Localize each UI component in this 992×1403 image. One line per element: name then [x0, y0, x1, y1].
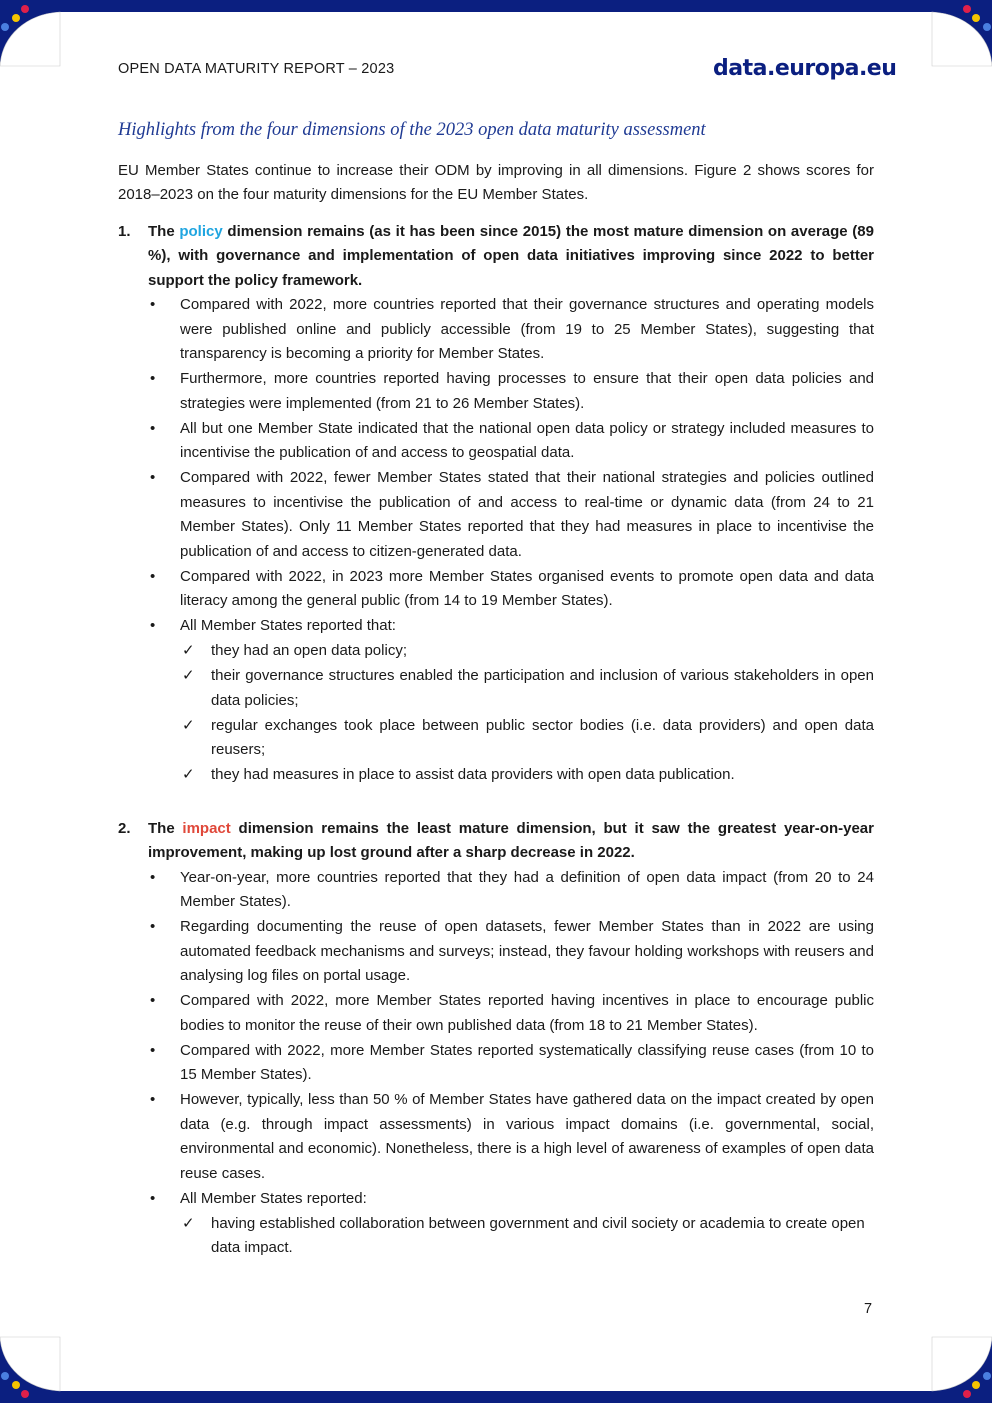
item-title	[148, 817, 874, 866]
list-item	[148, 915, 874, 989]
check-item	[180, 639, 874, 664]
check-text: they had an open data policy;	[211, 642, 407, 659]
checklist	[148, 1212, 874, 1262]
report-header: OPEN DATA MATURITY REPORT – 2023	[118, 61, 395, 77]
checklist	[148, 639, 874, 788]
bullet-text: Regarding documenting the reuse of open datasets, fewer Member States than in 2022 are using automated feedback mechanisms and surveys; instead, they favour holding workshops with reusers and analysing log files on portal usage.	[180, 918, 874, 984]
check-icon: ✓	[182, 642, 195, 659]
bullet-text: All Member States reported:	[180, 1189, 367, 1207]
text: dimension remains (as it has been since 2015) the most mature dimension on average (89 %), with governance and implementation of open data initiatives improving since 2022 to better support the policy framework.	[148, 222, 874, 289]
item-title	[148, 220, 874, 294]
bullet-icon: •	[150, 617, 156, 634]
check-icon: ✓	[182, 766, 195, 783]
bullet-text: Compared with 2022, more countries reported that their governance structures and operating models were published online and publicly accessible (from 19 to 25 Member States), suggesting that transparency is becoming a priority for Member States.	[180, 296, 874, 362]
text: dimension remains the least mature dimension, but it saw the greatest year-on-year improvement, making up lost ground after a sharp decrease in 2022.	[148, 819, 874, 861]
check-item	[180, 763, 874, 788]
data-europa-logo: data.europa.eu	[713, 56, 897, 81]
top-frame-band	[0, 0, 992, 12]
bullet-text: All but one Member State indicated that the national open data policy or strategy included measures to incentivise the publication of and access to geospatial data.	[180, 419, 874, 461]
list-item	[148, 293, 874, 367]
bullet-icon: •	[150, 1189, 156, 1207]
policy-bullets	[118, 293, 874, 788]
list-item	[148, 989, 874, 1038]
list-item	[148, 466, 874, 564]
text: The	[148, 819, 183, 837]
check-icon: ✓	[182, 716, 195, 734]
corner-decoration	[0, 1335, 62, 1403]
bullet-text: Year-on-year, more countries reported that they had a definition of open data impact (from 20 to 24 Member States).	[180, 868, 874, 910]
page-number: 7	[864, 1301, 873, 1317]
page-body	[118, 118, 874, 1262]
list-item	[148, 417, 874, 466]
bullet-icon: •	[150, 1041, 156, 1059]
numbered-item-policy	[118, 220, 874, 294]
check-text: having established collaboration between government and civil society or academia to create open data impact.	[211, 1214, 865, 1256]
corner-decoration	[930, 1335, 992, 1403]
list-item	[148, 1039, 874, 1088]
bullet-icon: •	[150, 992, 156, 1009]
numbered-item-impact	[118, 817, 874, 866]
bullet-text: Compared with 2022, more Member States reported having incentives in place to encourage public bodies to monitor the reuse of their own published data (from 18 to 21 Member States).	[180, 992, 874, 1034]
impact-keyword: impact	[182, 819, 231, 837]
list-item	[148, 1187, 874, 1212]
bottom-frame-band	[0, 1391, 992, 1403]
check-text: they had measures in place to assist data providers with open data publication.	[211, 766, 735, 783]
check-icon: ✓	[182, 1214, 195, 1232]
item-number: 2.	[118, 819, 131, 837]
check-item	[180, 1212, 874, 1261]
check-text: their governance structures enabled the participation and inclusion of various stakeholders in open data policies;	[211, 667, 874, 709]
list-item	[148, 1088, 874, 1186]
bullet-icon: •	[150, 469, 156, 486]
check-item	[180, 714, 874, 763]
check-icon: ✓	[182, 667, 195, 684]
bullet-icon: •	[150, 918, 156, 935]
bullet-icon: •	[150, 567, 156, 585]
bullet-text: Compared with 2022, fewer Member States stated that their national strategies and policies outlined measures to incentivise the publication of and access to real-time or dynamic data (from 24 to 21 Member States). Only 11 Member States reported that they had measures in place to incentivise the publication of and access to citizen-generated data.	[180, 469, 874, 560]
bullet-text: All Member States reported that:	[180, 617, 396, 634]
policy-keyword: policy	[179, 222, 223, 240]
corner-decoration	[0, 0, 62, 68]
item-number: 1.	[118, 222, 131, 240]
bullet-text: Furthermore, more countries reported having processes to ensure that their open data policies and strategies were implemented (from 21 to 26 Member States).	[180, 370, 874, 412]
text: The	[148, 222, 180, 240]
intro-paragraph: EU Member States continue to increase their ODM by improving in all dimensions. Figure 2 shows scores for 2018–2023 on the four maturity dimensions for the EU Member States.	[118, 161, 874, 203]
bullet-text: However, typically, less than 50 % of Member States have gathered data on the impact created by open data (e.g. through impact assessments) in various impact domains (i.e. governmental, social, environmental and economic). Nonetheless, there is a high level of awareness of examples of open data reuse cases.	[180, 1091, 874, 1182]
list-item	[148, 367, 874, 416]
bullet-text: Compared with 2022, more Member States reported systematically classifying reuse cases (from 10 to 15 Member States).	[180, 1041, 874, 1083]
bullet-icon: •	[150, 370, 156, 387]
list-item	[148, 866, 874, 915]
bullet-icon: •	[150, 419, 156, 437]
bullet-icon: •	[150, 868, 156, 886]
check-text: regular exchanges took place between public sector bodies (i.e. data providers) and open data reusers;	[211, 716, 874, 758]
corner-decoration	[930, 0, 992, 68]
section-heading: Highlights from the four dimensions of the 2023 open data maturity assessment	[118, 120, 706, 140]
bullet-text: Compared with 2022, in 2023 more Member States organised events to promote open data and data literacy among the general public (from 14 to 19 Member States).	[180, 567, 874, 609]
bullet-icon: •	[150, 296, 156, 313]
list-item	[148, 565, 874, 614]
impact-bullets	[118, 866, 874, 1262]
bullet-icon: •	[150, 1091, 156, 1108]
check-item	[180, 664, 874, 713]
list-item	[148, 614, 874, 639]
